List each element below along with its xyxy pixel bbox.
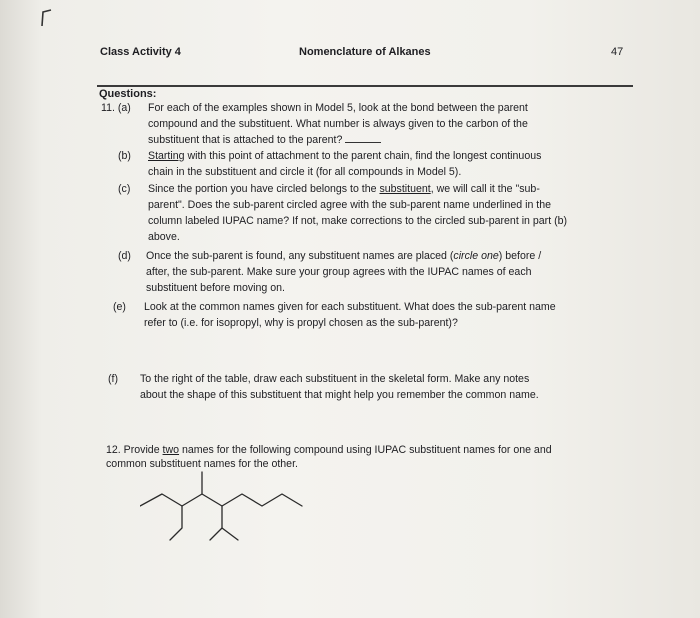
branch-right-methyl xyxy=(222,528,238,540)
header-activity: Class Activity 4 xyxy=(100,46,181,58)
q11b-underlined-word: Starting xyxy=(148,150,185,162)
q11d-italic-phrase: circle one xyxy=(453,250,499,262)
q12-line1 xyxy=(106,443,552,457)
questions-title: Questions: xyxy=(99,88,157,100)
skeletal-structure-diagram xyxy=(140,470,310,560)
q11-number: 11. (a) xyxy=(101,102,131,114)
q11c-label: (c) xyxy=(118,183,131,195)
branch-left-ethyl xyxy=(170,506,182,540)
q11c-line1 xyxy=(148,182,540,196)
q11c-underlined-word: substituent xyxy=(379,183,431,195)
q11d-line1-b: ) before / xyxy=(498,250,542,262)
q11b-line1-rest: with this point of attachment to the parent chain, find the longest continuous xyxy=(184,150,542,162)
q11a-line3-text: substituent that is attached to the parent? xyxy=(148,134,343,146)
q11e-label: (e) xyxy=(113,301,126,313)
branch-right-isopropyl xyxy=(210,506,222,540)
corner-mark xyxy=(40,8,52,28)
q11d-line2: after, the sub-parent. Make sure your group agrees with the IUPAC names of each xyxy=(146,266,532,278)
q11f-line1: To the right of the table, draw each substituent in the skeletal form. Make any notes xyxy=(140,373,530,385)
q11f-line2: about the shape of this substituent that might help you remember the common name. xyxy=(140,389,539,401)
q11c-line3: column labeled IUPAC name? If not, make corrections to the circled sub-parent in part (b) xyxy=(148,215,568,227)
q11b-line1 xyxy=(148,149,541,163)
page-number: 47 xyxy=(611,46,624,58)
q11f-label: (f) xyxy=(108,373,118,385)
answer-blank[interactable] xyxy=(345,133,381,143)
q12-line1-b: names for the following compound using IUPAC substituent names for one and xyxy=(179,444,552,456)
q12-line1-a: 12. Provide xyxy=(106,444,163,456)
q11e-line1: Look at the common names given for each substituent. What does the sub-parent name xyxy=(144,301,556,313)
q11b-label: (b) xyxy=(118,150,131,162)
q12-underlined-word: two xyxy=(162,444,180,456)
q11d-label: (d) xyxy=(118,250,131,262)
q11d-line3: substituent before moving on. xyxy=(146,282,285,294)
header-title: Nomenclature of Alkanes xyxy=(299,46,431,58)
q11a-line1: For each of the examples shown in Model 5, look at the bond between the parent xyxy=(148,102,528,114)
q11d-line1-a: Once the sub-parent is found, any substituent names are placed ( xyxy=(146,250,454,262)
header-rule xyxy=(97,85,633,87)
q12-line2: common substituent names for the other. xyxy=(106,458,298,470)
main-chain xyxy=(140,494,302,506)
q11e-line2: refer to (i.e. for isopropyl, why is propyl chosen as the sub-parent)? xyxy=(144,317,458,329)
q11a-line2: compound and the substituent. What number is always given to the carbon of the xyxy=(148,118,528,130)
q11c-line4: above. xyxy=(148,231,180,243)
q11a-line3 xyxy=(148,133,381,147)
q11c-line1-b: , we will call it the "sub- xyxy=(430,183,540,195)
q11c-line2: parent". Does the sub-parent circled agree with the sub-parent name underlined in the xyxy=(148,199,552,211)
q11d-line1 xyxy=(146,249,541,263)
q11b-line2: chain in the substituent and circle it (for all compounds in Model 5). xyxy=(148,166,462,178)
q11c-line1-a: Since the portion you have circled belongs to the xyxy=(148,183,380,195)
